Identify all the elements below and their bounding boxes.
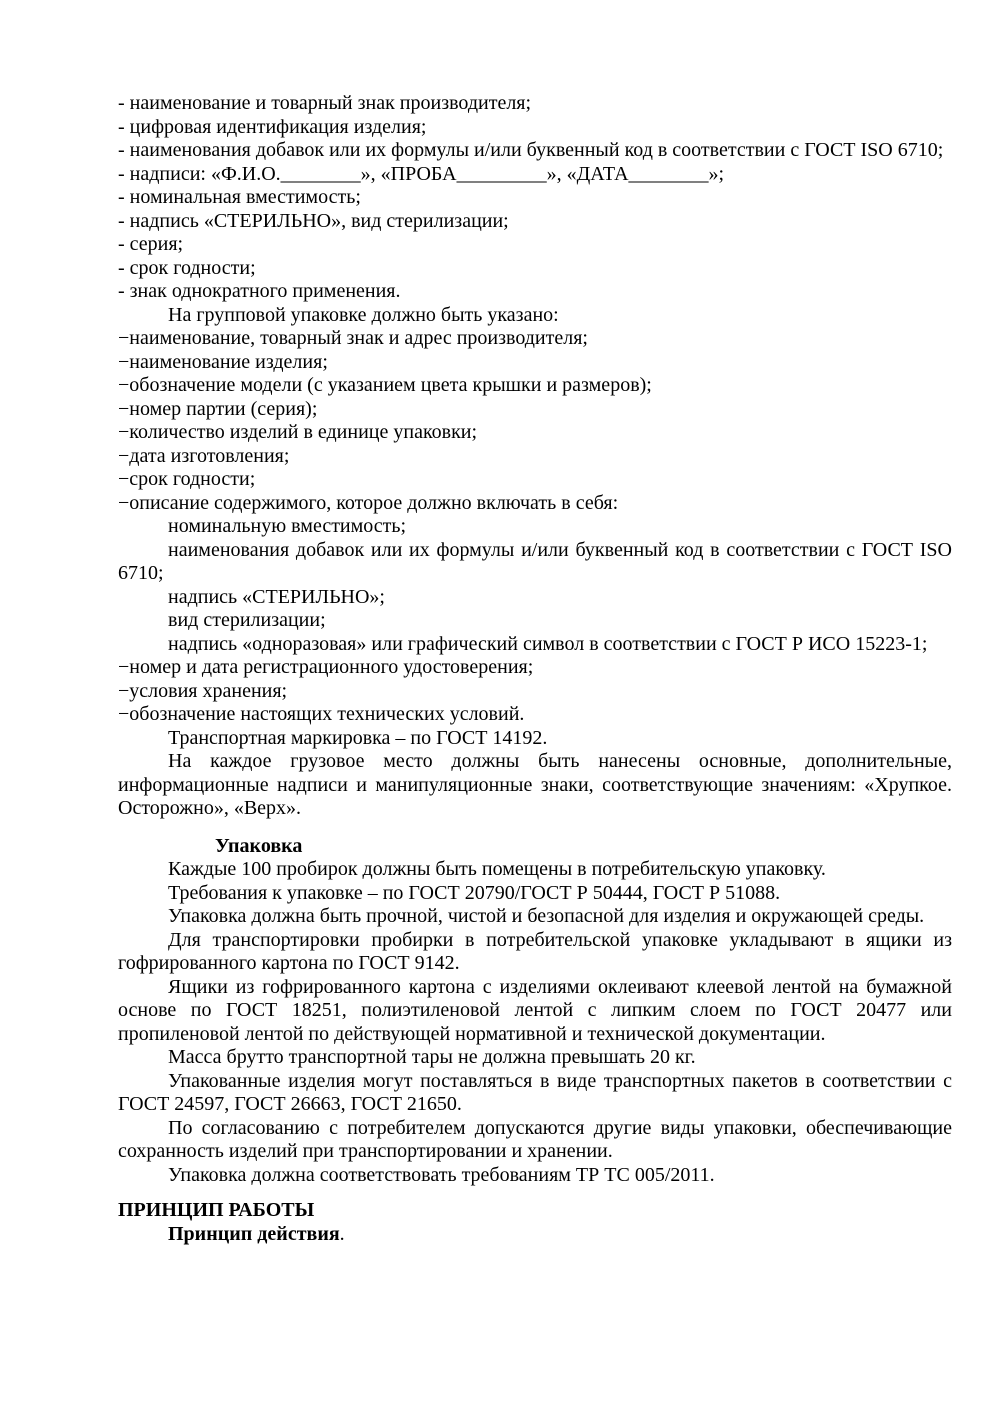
group-item-product-name: −наименование изделия; xyxy=(118,350,328,373)
list-item-series: - серия; xyxy=(118,233,184,255)
packaging-paragraph-durability: Упаковка должна быть прочной, чистой и безопасной для изделия и окружающей среды. xyxy=(168,905,925,927)
packaging-paragraph-sealing-tape: Ящики из гофрированного картона с изделиями оклеивают клеевой лентой на бумажной основе по ГОСТ 18251, полиэтиленовой лентой с липким слоем по ГОСТ 20477 или пропиленовой лентой по действующей нормативной и технической документации. xyxy=(118,975,952,1045)
list-item-digital-id: - цифровая идентификация изделия; xyxy=(118,115,427,138)
sub-item-additives: наименования добавок или их формулы и/или буквенный код в соответствии с ГОСТ ISO 6710; xyxy=(118,538,952,584)
sub-item-nominal-capacity: номинальную вместимость; xyxy=(168,515,407,537)
principle-lead-text: Принцип действия xyxy=(168,1222,340,1245)
list-item-nominal-capacity: - номинальная вместимость; xyxy=(118,186,361,208)
packaging-section-heading: Упаковка xyxy=(215,834,303,857)
transport-marking-paragraph: Транспортная маркировка – по ГОСТ 14192. xyxy=(168,726,548,749)
group-item-specs-designation: −обозначение настоящих технических условий. xyxy=(118,703,525,725)
group-item-registration: −номер и дата регистрационного удостоверения; xyxy=(118,656,534,678)
list-item-single-use-sign: - знак однократного применения. xyxy=(118,280,401,302)
packaging-paragraph-gross-weight: Масса брутто транспортной тары не должна превышать 20 кг. xyxy=(168,1046,696,1068)
packaging-paragraph-requirements: Требования к упаковке – по ГОСТ 20790/ГОСТ Р 50444, ГОСТ Р 51088. xyxy=(168,881,781,904)
packaging-paragraph-consumer-pack: Каждые 100 пробирок должны быть помещены в потребительскую упаковку. xyxy=(168,858,826,880)
group-item-batch-number: −номер партии (серия); xyxy=(118,397,318,420)
group-item-storage-conditions: −условия хранения; xyxy=(118,679,288,702)
packaging-paragraph-transport-boxes: Для транспортировки пробирки в потребительской упаковке укладывают в ящики из гофрированного картона по ГОСТ 9142. xyxy=(118,928,952,974)
group-item-shelf-life: −срок годности; xyxy=(118,468,256,490)
principle-lead-period: . xyxy=(339,1222,345,1245)
group-item-manufacture-date: −дата изготовления; xyxy=(118,444,290,467)
list-item-manufacturer-name: - наименование и товарный знак производителя; xyxy=(118,92,532,114)
principle-lead-paragraph xyxy=(118,1223,952,1247)
cargo-marking-paragraph: На каждое грузовое место должны быть нанесены основные, дополнительные, информационные надписи и манипуляционные знаки, соответствующие значениям: «Хрупкое. Осторожно», «Верх». xyxy=(118,750,952,819)
list-item-shelf-life: - срок годности; xyxy=(118,256,256,279)
sub-item-single-use-label: надпись «одноразовая» или графический символ в соответствии с ГОСТ Р ИСО 15223-1; xyxy=(168,632,928,655)
sub-item-sterile-label: надпись «СТЕРИЛЬНО»; xyxy=(168,585,385,608)
group-marking-intro: На групповой упаковке должно быть указано: xyxy=(168,303,559,326)
list-item-inscriptions: - надписи: «Ф.И.О.________», «ПРОБА_________», «ДАТА________»; xyxy=(118,162,725,185)
group-item-manufacturer: −наименование, товарный знак и адрес производителя; xyxy=(118,327,588,349)
packaging-paragraph-transport-packets: Упакованные изделия могут поставляться в виде транспортных пакетов в соответствии с ГОСТ 24597, ГОСТ 26663, ГОСТ 21650. xyxy=(118,1069,952,1115)
principle-section-heading: ПРИНЦИП РАБОТЫ xyxy=(118,1199,315,1221)
list-item-additives: - наименования добавок или их формулы и/или буквенный код в соответствии с ГОСТ ISO 6710; xyxy=(118,139,944,161)
group-item-contents-description: −описание содержимого, которое должно включать в себя: xyxy=(118,491,619,514)
packaging-paragraph-tr-ts: Упаковка должна соответствовать требованиям ТР ТС 005/2011. xyxy=(168,1163,715,1186)
packaging-paragraph-other-packaging: По согласованию с потребителем допускаются другие виды упаковки, обеспечивающие сохранность изделий при транспортировании и хранении. xyxy=(118,1116,952,1162)
sub-item-sterilization-type: вид стерилизации; xyxy=(168,609,326,631)
group-item-quantity: −количество изделий в единице упаковки; xyxy=(118,421,478,443)
group-item-model: −обозначение модели (с указанием цвета крышки и размеров); xyxy=(118,374,652,396)
list-item-sterile-label: - надпись «СТЕРИЛЬНО», вид стерилизации; xyxy=(118,209,509,232)
